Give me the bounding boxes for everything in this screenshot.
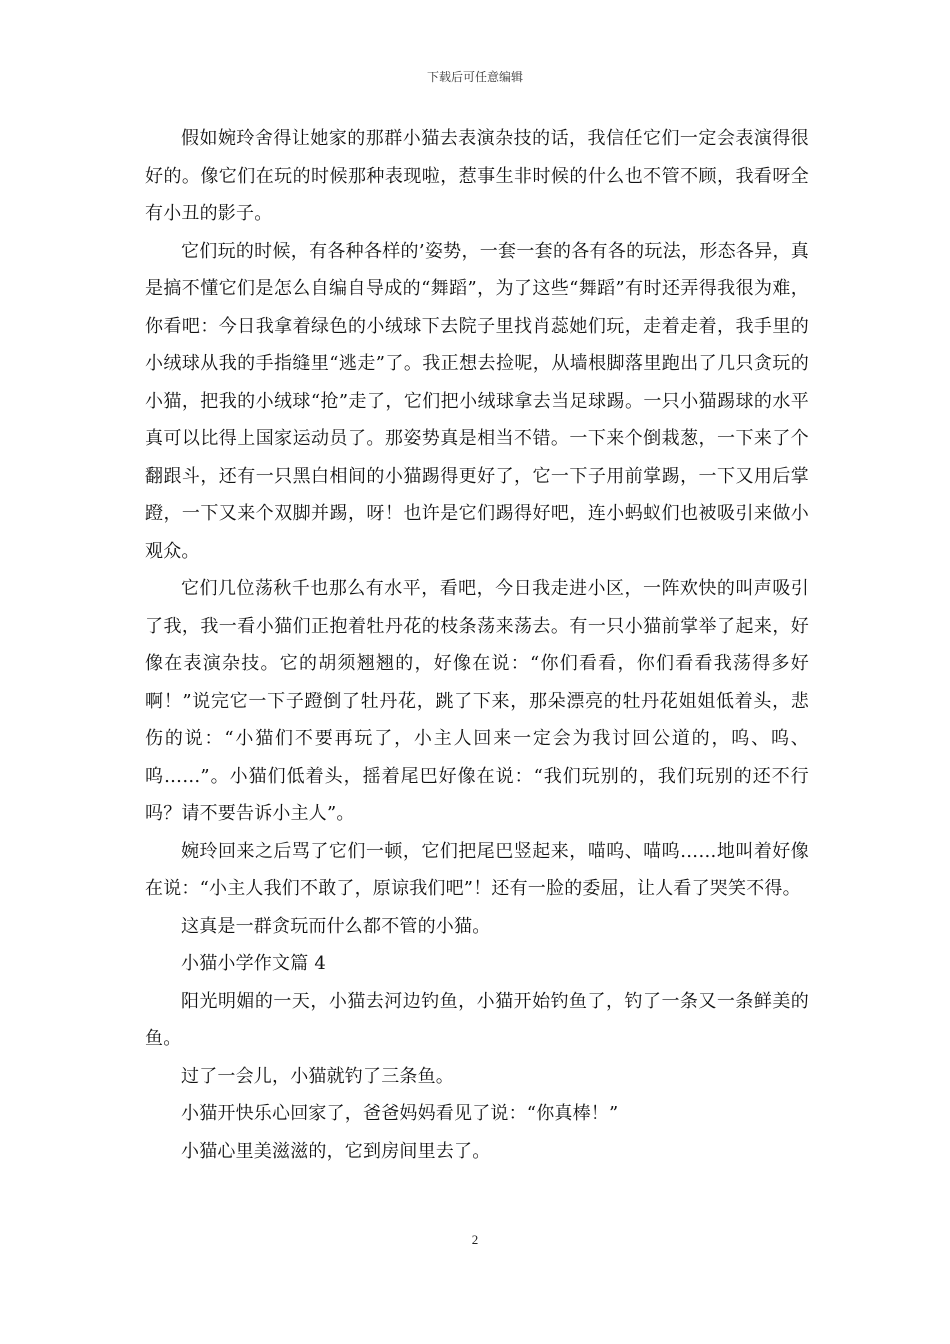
document-body [145, 120, 809, 1170]
paragraph: 小猫心里美滋滋的，它到房间里去了。 [181, 1140, 491, 1162]
paragraph: 假如婉玲舍得让她家的那群小猫去表演杂技的话，我信任它们一定会表演得很好的。像它们在玩的时候那种表现啦，惹事生非时候的什么也不管不顾，我看呀全有小丑的影子。 [145, 128, 809, 224]
paragraph: 婉玲回来之后骂了它们一顿，它们把尾巴竖起来，喵呜、喵呜……地叫着好像在说：“小主人我们不敢了，原谅我们吧”！还有一脸的委屈，让人看了哭笑不得。 [145, 840, 809, 899]
paragraph: 过了一会儿，小猫就钓了三条鱼。 [181, 1065, 454, 1087]
paragraph: 阳光明媚的一天，小猫去河边钓鱼，小猫开始钓鱼了，钓了一条又一条鲜美的鱼。 [145, 990, 809, 1049]
paragraph: 它们几位荡秋千也那么有水平，看吧，今日我走进小区，一阵欢快的叫声吸引了我，我一看小猫们正抱着牡丹花的枝条荡来荡去。有一只小猫前掌举了起来，好像在表演杂技。它的胡须翘翘的，好像在说：“你们看看，你们看看我荡得多好啊！”说完它一下子蹬倒了牡丹花，跳了下来，那朵漂亮的牡丹花姐姐低着头，悲伤的说：“小猫们不要再玩了，小主人回来一定会为我讨回公道的，呜、呜、呜……”。小猫们低着头，摇着尾巴好像在说：“我们玩别的，我们玩别的还不行吗？请不要告诉小主人”。 [145, 578, 809, 824]
page-header: 下载后可任意编辑 [426, 70, 523, 84]
page-number: 2 [471, 1232, 479, 1247]
section-heading: 小猫小学作文篇 4 [181, 953, 326, 974]
paragraph: 它们玩的时候，有各种各样的’姿势，一套一套的各有各的玩法，形态各异，真是搞不懂它们是怎么自编自导成的“舞蹈”，为了这些“舞蹈”有时还弄得我很为难，你看吧：今日我拿着绿色的小绒球下去院子里找肖蕊她们玩，走着走着，我手里的小绒球从我的手指缝里“逃走”了。我正想去捡呢，从墙根脚落里跑出了几只贪玩的小猫，把我的小绒球“抢”走了，它们把小绒球拿去当足球踢。一只小猫踢球的水平真可以比得上国家运动员了。那姿势真是相当不错。一下来个倒栽葱，一下来了个翻跟斗，还有一只黑白相间的小猫踢得更好了，它一下子用前掌踢，一下又用后掌蹬，一下又来个双脚并踢，呀！也许是它们踢得好吧，连小蚂蚁们也被吸引来做小观众。 [145, 240, 809, 562]
paragraph: 这真是一群贪玩而什么都不管的小猫。 [181, 915, 491, 937]
paragraph: 小猫开快乐心回家了，爸爸妈妈看见了说：“你真棒！” [181, 1103, 619, 1124]
